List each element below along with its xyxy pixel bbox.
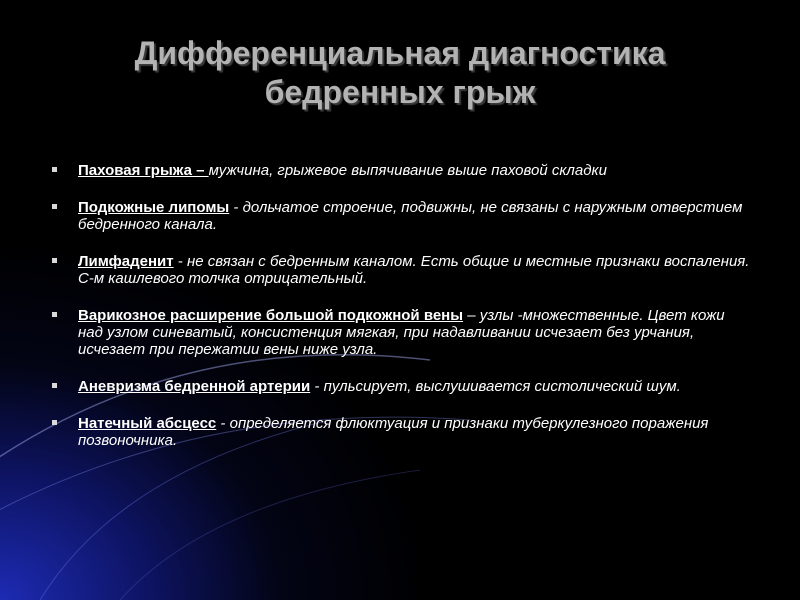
bullet-description: - определяется флюктуация и признаки туберкулезного поражения позвоночника. xyxy=(78,415,709,449)
square-bullet-icon xyxy=(52,420,57,425)
title-line-2: бедренных грыж xyxy=(264,74,536,110)
bullet-term: Лимфаденит xyxy=(78,253,174,270)
bullet-term: Паховая грыжа – xyxy=(78,162,209,179)
bullet-description: мужчина, грыжевое выпячивание выше паховой складки xyxy=(208,162,607,179)
bullet-description: – узлы -множественные. Цвет кожи над узлом синеватый, консистенция мягкая, при надавливании исчезает без урчания, исчезает при пережатии вены ниже узла. xyxy=(78,307,725,358)
bullet-term: Аневризма бедренной артерии xyxy=(78,378,311,395)
square-bullet-icon xyxy=(52,312,57,317)
bullet-item-varicose-vein xyxy=(52,307,752,358)
bullet-item-lymphadenitis xyxy=(52,253,752,287)
bullet-list xyxy=(52,162,752,469)
bullet-item-abscess xyxy=(52,415,752,449)
slide-title xyxy=(60,34,740,112)
bullet-term: Варикозное расширение большой подкожной вены xyxy=(78,307,464,324)
title-line-1: Дифференциальная диагностика xyxy=(134,35,666,71)
bullet-item-inguinal-hernia xyxy=(52,162,752,179)
bullet-term: Натечный абсцесс xyxy=(78,415,217,432)
bullet-item-lipoma xyxy=(52,199,752,233)
bullet-description: - пульсирует, выслушивается систолический шум. xyxy=(310,378,681,395)
square-bullet-icon xyxy=(52,204,57,209)
bullet-description: - не связан с бедренным каналом. Есть общие и местные признаки воспаления. С-м кашлевого толчка отрицательный. xyxy=(78,253,750,287)
square-bullet-icon xyxy=(52,383,57,388)
bullet-item-aneurysm xyxy=(52,378,752,395)
square-bullet-icon xyxy=(52,258,57,263)
square-bullet-icon xyxy=(52,167,57,172)
bullet-term: Подкожные липомы xyxy=(78,199,230,216)
bullet-description: - дольчатое строение, подвижны, не связаны с наружным отверстием бедренного канала. xyxy=(78,199,743,233)
